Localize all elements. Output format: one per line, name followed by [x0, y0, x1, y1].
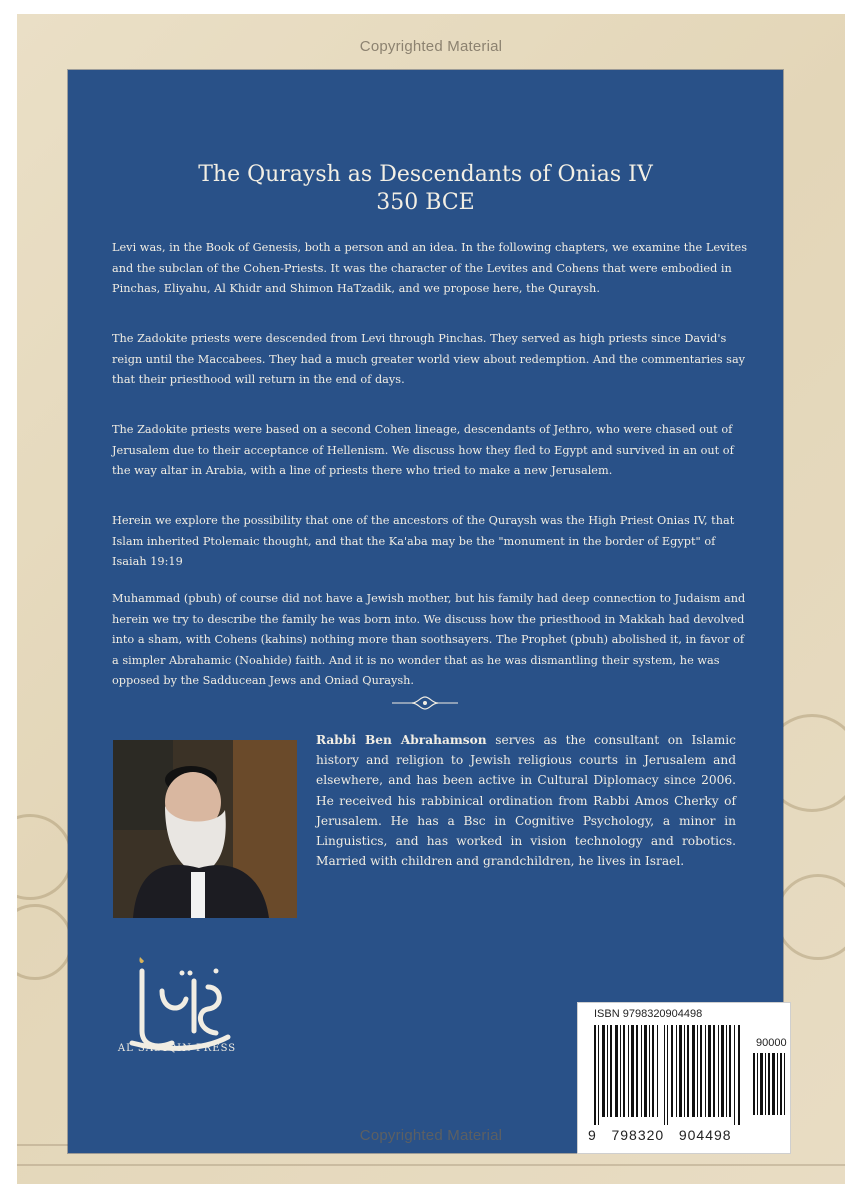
parchment-line: [17, 1164, 845, 1166]
paragraph-5: Muhammad (pbuh) of course did not have a Jewish mother, but his family had deep connection to Judaism and herein we try to describe the family he was born into. We discuss how the priesthood in Makkah had devolved into a sham, with Cohens (kahins) nothing more than soothsayers. The Prophet (pbuh) abolished it, in favor of a simpler Abrahamic (Noahide) faith. And it is no wonder that as he was dismantling their system, he was opposed by the Sadducean Jews and Oniad Quraysh.: [112, 592, 746, 687]
book-subtitle-date: 350 BCE: [376, 190, 475, 215]
parchment-seal-decoration: [17, 904, 73, 980]
author-photo: [113, 740, 297, 918]
book-back-cover: [17, 14, 845, 1184]
ornament-divider-icon: [390, 695, 460, 711]
paragraph-3: The Zadokite priests were based on a second Cohen lineage, descendants of Jethro, who were chased out of Jerusalem due to their acceptance of Hellenism. We discuss how they fled to Egypt and survived in an out of the way altar in Arabia, with a line of priests there who tried to make a new Jerusalem.: [112, 423, 734, 477]
price-code: 90000: [756, 1037, 787, 1049]
paragraph-2: The Zadokite priests were descended from Levi through Pinchas. They served as high priests since David's reign until the Maccabees. They had a much greater world view about redemption. And the commentaries say that their priesthood will return in the end of days.: [112, 332, 746, 386]
author-bio-text: serves as the consultant on Islamic history and religion to Jewish religious courts in Jerusalem and elsewhere, and has been active in Cultural Diplomacy since 2006. He received his rabbinical ordination from Rabbi Amos Cherky of Jerusalem. He has a Bsc in Cognitive Psychology, a minor in Linguistics, and has worked in vision technology and robotics. Married with children and grandchildren, he lives in Israel.: [316, 733, 736, 869]
isbn-barcode: [577, 1002, 791, 1154]
barcode-digits: 9 798320 904498: [588, 1127, 732, 1143]
paragraph-1: Levi was, in the Book of Genesis, both a person and an idea. In the following chapters, we examine the Levites and the subclan of the Cohen-Priests. It was the character of the Levites and Cohens that were embodied in Pinchas, Eliyahu, Al Khidr and Shimon HaTzadik, and we propose here, the Quraysh.: [112, 241, 748, 295]
barcode-bars-icon: [592, 1025, 744, 1125]
author-bio: [316, 730, 736, 871]
parchment-seal-decoration: [17, 814, 73, 900]
price-barcode-icon: [752, 1053, 786, 1115]
publisher-name: AL SADIQIN PRESS: [117, 1043, 237, 1054]
text-panel: [68, 70, 783, 1153]
author-name: Rabbi Ben Abrahamson: [316, 733, 487, 747]
book-title: The Quraysh as Descendants of Onias IV: [198, 162, 653, 187]
parchment-seal-decoration: [775, 874, 845, 960]
paragraph-4: Herein we explore the possibility that one of the ancestors of the Quraysh was the High Priest Onias IV, that Islam inherited Ptolemaic thought, and that the Ka'aba may be the "monument in the border of Egypt" of Isaiah 19:19: [112, 514, 735, 568]
watermark-bottom: Copyrighted Material: [359, 1127, 503, 1144]
isbn-label: ISBN 9798320904498: [594, 1008, 703, 1020]
publisher-logo-icon: [112, 936, 242, 1076]
watermark-top: Copyrighted Material: [359, 38, 503, 55]
